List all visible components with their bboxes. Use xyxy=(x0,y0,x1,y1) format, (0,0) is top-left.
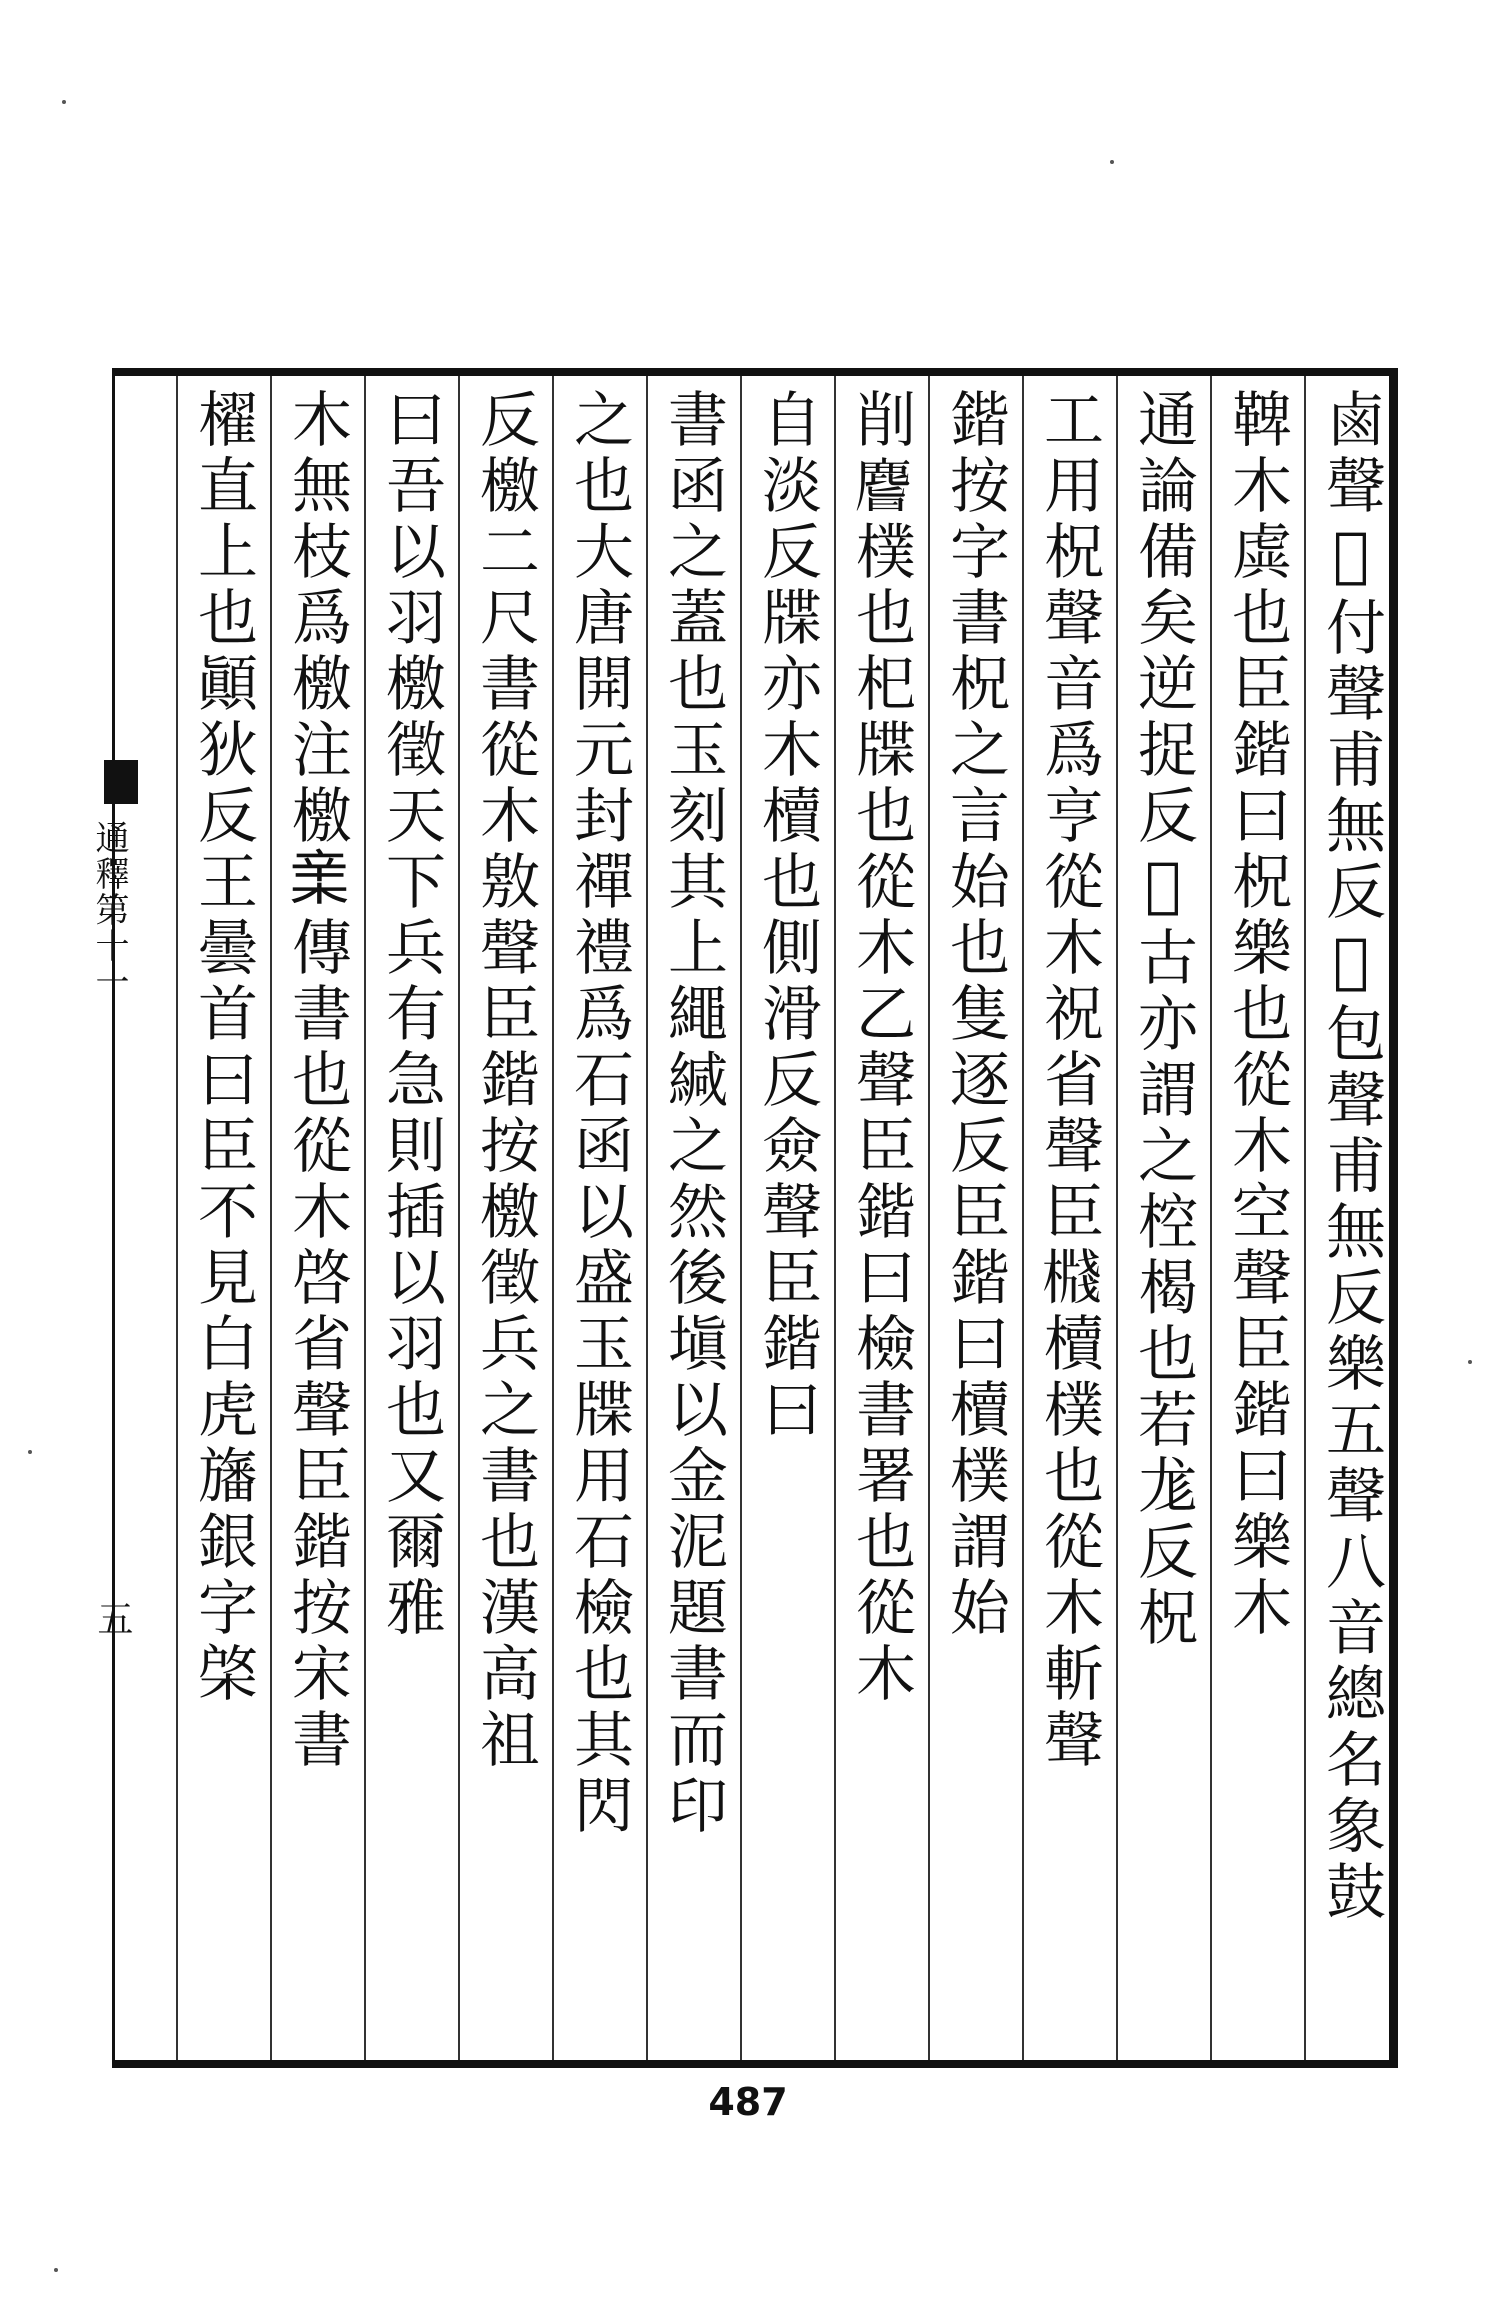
column-rule xyxy=(740,376,742,2060)
column-rule xyxy=(928,376,930,2060)
column-rule xyxy=(834,376,836,2060)
margin-title: 通釋第十一 xyxy=(89,820,129,1000)
column-rule xyxy=(270,376,272,2060)
text-column-13: 櫂直上也顚狄反王曇首曰臣不見白虎旛銀字棨 xyxy=(188,388,258,1708)
page-number: 487 xyxy=(708,2080,788,2124)
scan-speck xyxy=(1468,1360,1472,1364)
margin-fold-number: 五 xyxy=(92,1600,133,1636)
column-rule xyxy=(1210,376,1212,2060)
column-rule xyxy=(458,376,460,2060)
text-column-7: 自淡反牒亦木櫝也側滑反僉聲臣鍇曰 xyxy=(752,388,822,1444)
text-column-11: 曰吾以羽檄徵天下兵有急則插以羽也又爾雅 xyxy=(376,388,446,1642)
text-column-8: 書函之蓋也玉刻其上繩緘之然後塡以金泥題書而印 xyxy=(658,388,728,1840)
column-rule xyxy=(364,376,366,2060)
column-rule xyxy=(1116,376,1118,2060)
text-column-12: 木無枝爲檄注檄𣓀傳書也從木啓省聲臣鍇按宋書 xyxy=(282,388,352,1774)
text-column-2: 鞞木虡也臣鍇曰柷樂也從木空聲臣鍇曰樂木 xyxy=(1222,388,1292,1642)
column-rule xyxy=(1022,376,1024,2060)
column-rule xyxy=(176,376,178,2060)
text-column-10: 反檄二尺書從木敫聲臣鍇按檄徵兵之書也漢高祖 xyxy=(470,388,540,1774)
scan-speck xyxy=(1110,160,1114,164)
text-column-9: 之也大唐開元封禪禮爲石函以盛玉牒用石檢也其閃 xyxy=(564,388,634,1840)
column-rule xyxy=(646,376,648,2060)
text-column-1: 鹵聲𣏮付聲甫無反𣏭包聲甫無反樂五聲八音總名象鼓 xyxy=(1316,388,1386,1926)
column-rule xyxy=(1304,376,1306,2060)
text-column-4: 工用柷聲音爲亨從木祝省聲臣𣚙櫝樸也從木斬聲 xyxy=(1034,388,1104,1774)
scan-speck xyxy=(54,2268,58,2272)
scan-speck xyxy=(28,1450,32,1454)
text-column-6: 削𪊨樸也𣏌牒也從木乙聲臣鍇曰檢書署也從木 xyxy=(846,388,916,1708)
fishtail-mark xyxy=(104,760,138,804)
text-column-3: 通論備矣逆捉反𣑔古亦謂之椌楬也若尨反柷 xyxy=(1128,388,1198,1652)
scan-speck xyxy=(62,100,66,104)
column-rule xyxy=(552,376,554,2060)
text-column-5: 鍇按字書柷之言始也隻逐反臣鍇曰櫝樸謂始 xyxy=(940,388,1010,1642)
